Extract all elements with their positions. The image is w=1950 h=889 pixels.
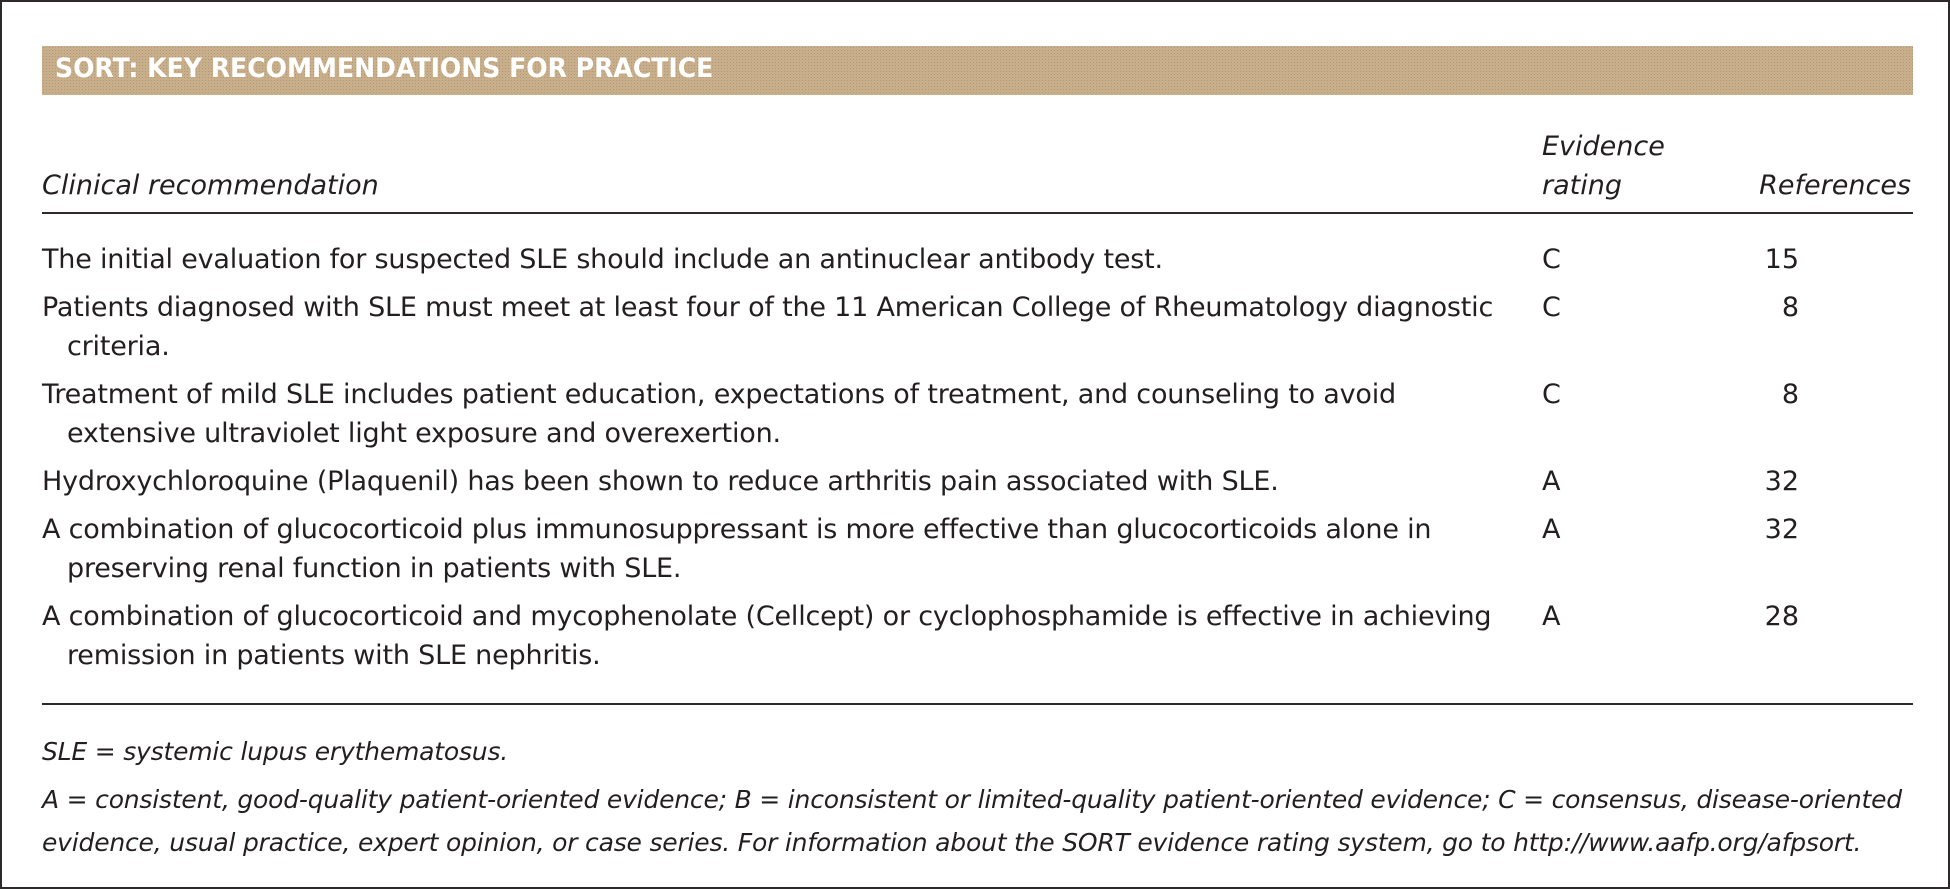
evidence-rating: A bbox=[1542, 601, 1561, 632]
column-header-evidence-line1: Evidence bbox=[1542, 131, 1665, 162]
recommendation-text: A combination of glucocorticoid plus immunosuppressant is more effective than glucocorticoids alone in preserving renal function in patients with SLE. bbox=[42, 514, 1432, 584]
table-row bbox=[42, 510, 1913, 588]
sort-legend-footnote: A = consistent, good-quality patient-oriented evidence; B = inconsistent or limited-quality patient-oriented evidence; C = consensus, disease-oriented evidence, usual practice, expert opinion, or case series. For information about the SORT evidence rating system, go to http://www.aafp.org/afpsort. bbox=[42, 785, 1902, 857]
recommendation-text: Treatment of mild SLE includes patient education, expectations of treatment, and counseling to avoid extensive ultraviolet light exposure and overexertion. bbox=[42, 379, 1396, 449]
reference-number: 32 bbox=[1764, 514, 1799, 545]
evidence-rating: A bbox=[1542, 514, 1561, 545]
table-body bbox=[42, 240, 1913, 684]
recommendation-text: The initial evaluation for suspected SLE should include an antinuclear antibody test. bbox=[42, 244, 1163, 275]
column-header-recommendation: Clinical recommendation bbox=[42, 170, 379, 201]
table-title: SORT: KEY RECOMMENDATIONS FOR PRACTICE bbox=[55, 53, 714, 84]
table-banner bbox=[42, 46, 1913, 95]
evidence-rating: C bbox=[1542, 292, 1561, 323]
reference-number: 28 bbox=[1764, 601, 1799, 632]
evidence-rating: C bbox=[1542, 379, 1561, 410]
footer-divider bbox=[42, 703, 1913, 705]
column-header-evidence-rating bbox=[1542, 127, 1665, 205]
abbreviation-footnote: SLE = systemic lupus erythematosus. bbox=[42, 737, 509, 766]
evidence-rating: A bbox=[1542, 466, 1561, 497]
header-divider bbox=[42, 212, 1913, 214]
table-row bbox=[42, 288, 1913, 366]
table-row bbox=[42, 375, 1913, 453]
column-header-evidence-line2: rating bbox=[1542, 170, 1622, 201]
table-row bbox=[42, 462, 1913, 501]
reference-number: 32 bbox=[1764, 466, 1799, 497]
table-row bbox=[42, 240, 1913, 279]
table-row bbox=[42, 597, 1913, 675]
recommendation-text: Hydroxychloroquine (Plaquenil) has been shown to reduce arthritis pain associated with SLE. bbox=[42, 466, 1279, 497]
recommendation-text: A combination of glucocorticoid and mycophenolate (Cellcept) or cyclophosphamide is effective in achieving remission in patients with SLE nephritis. bbox=[42, 601, 1492, 671]
recommendation-text: Patients diagnosed with SLE must meet at least four of the 11 American College of Rheumatology diagnostic criteria. bbox=[42, 292, 1494, 362]
reference-number: 8 bbox=[1781, 292, 1799, 323]
reference-number: 15 bbox=[1764, 244, 1799, 275]
column-header-references: References bbox=[1759, 170, 1911, 201]
reference-number: 8 bbox=[1781, 379, 1799, 410]
evidence-rating: C bbox=[1542, 244, 1561, 275]
